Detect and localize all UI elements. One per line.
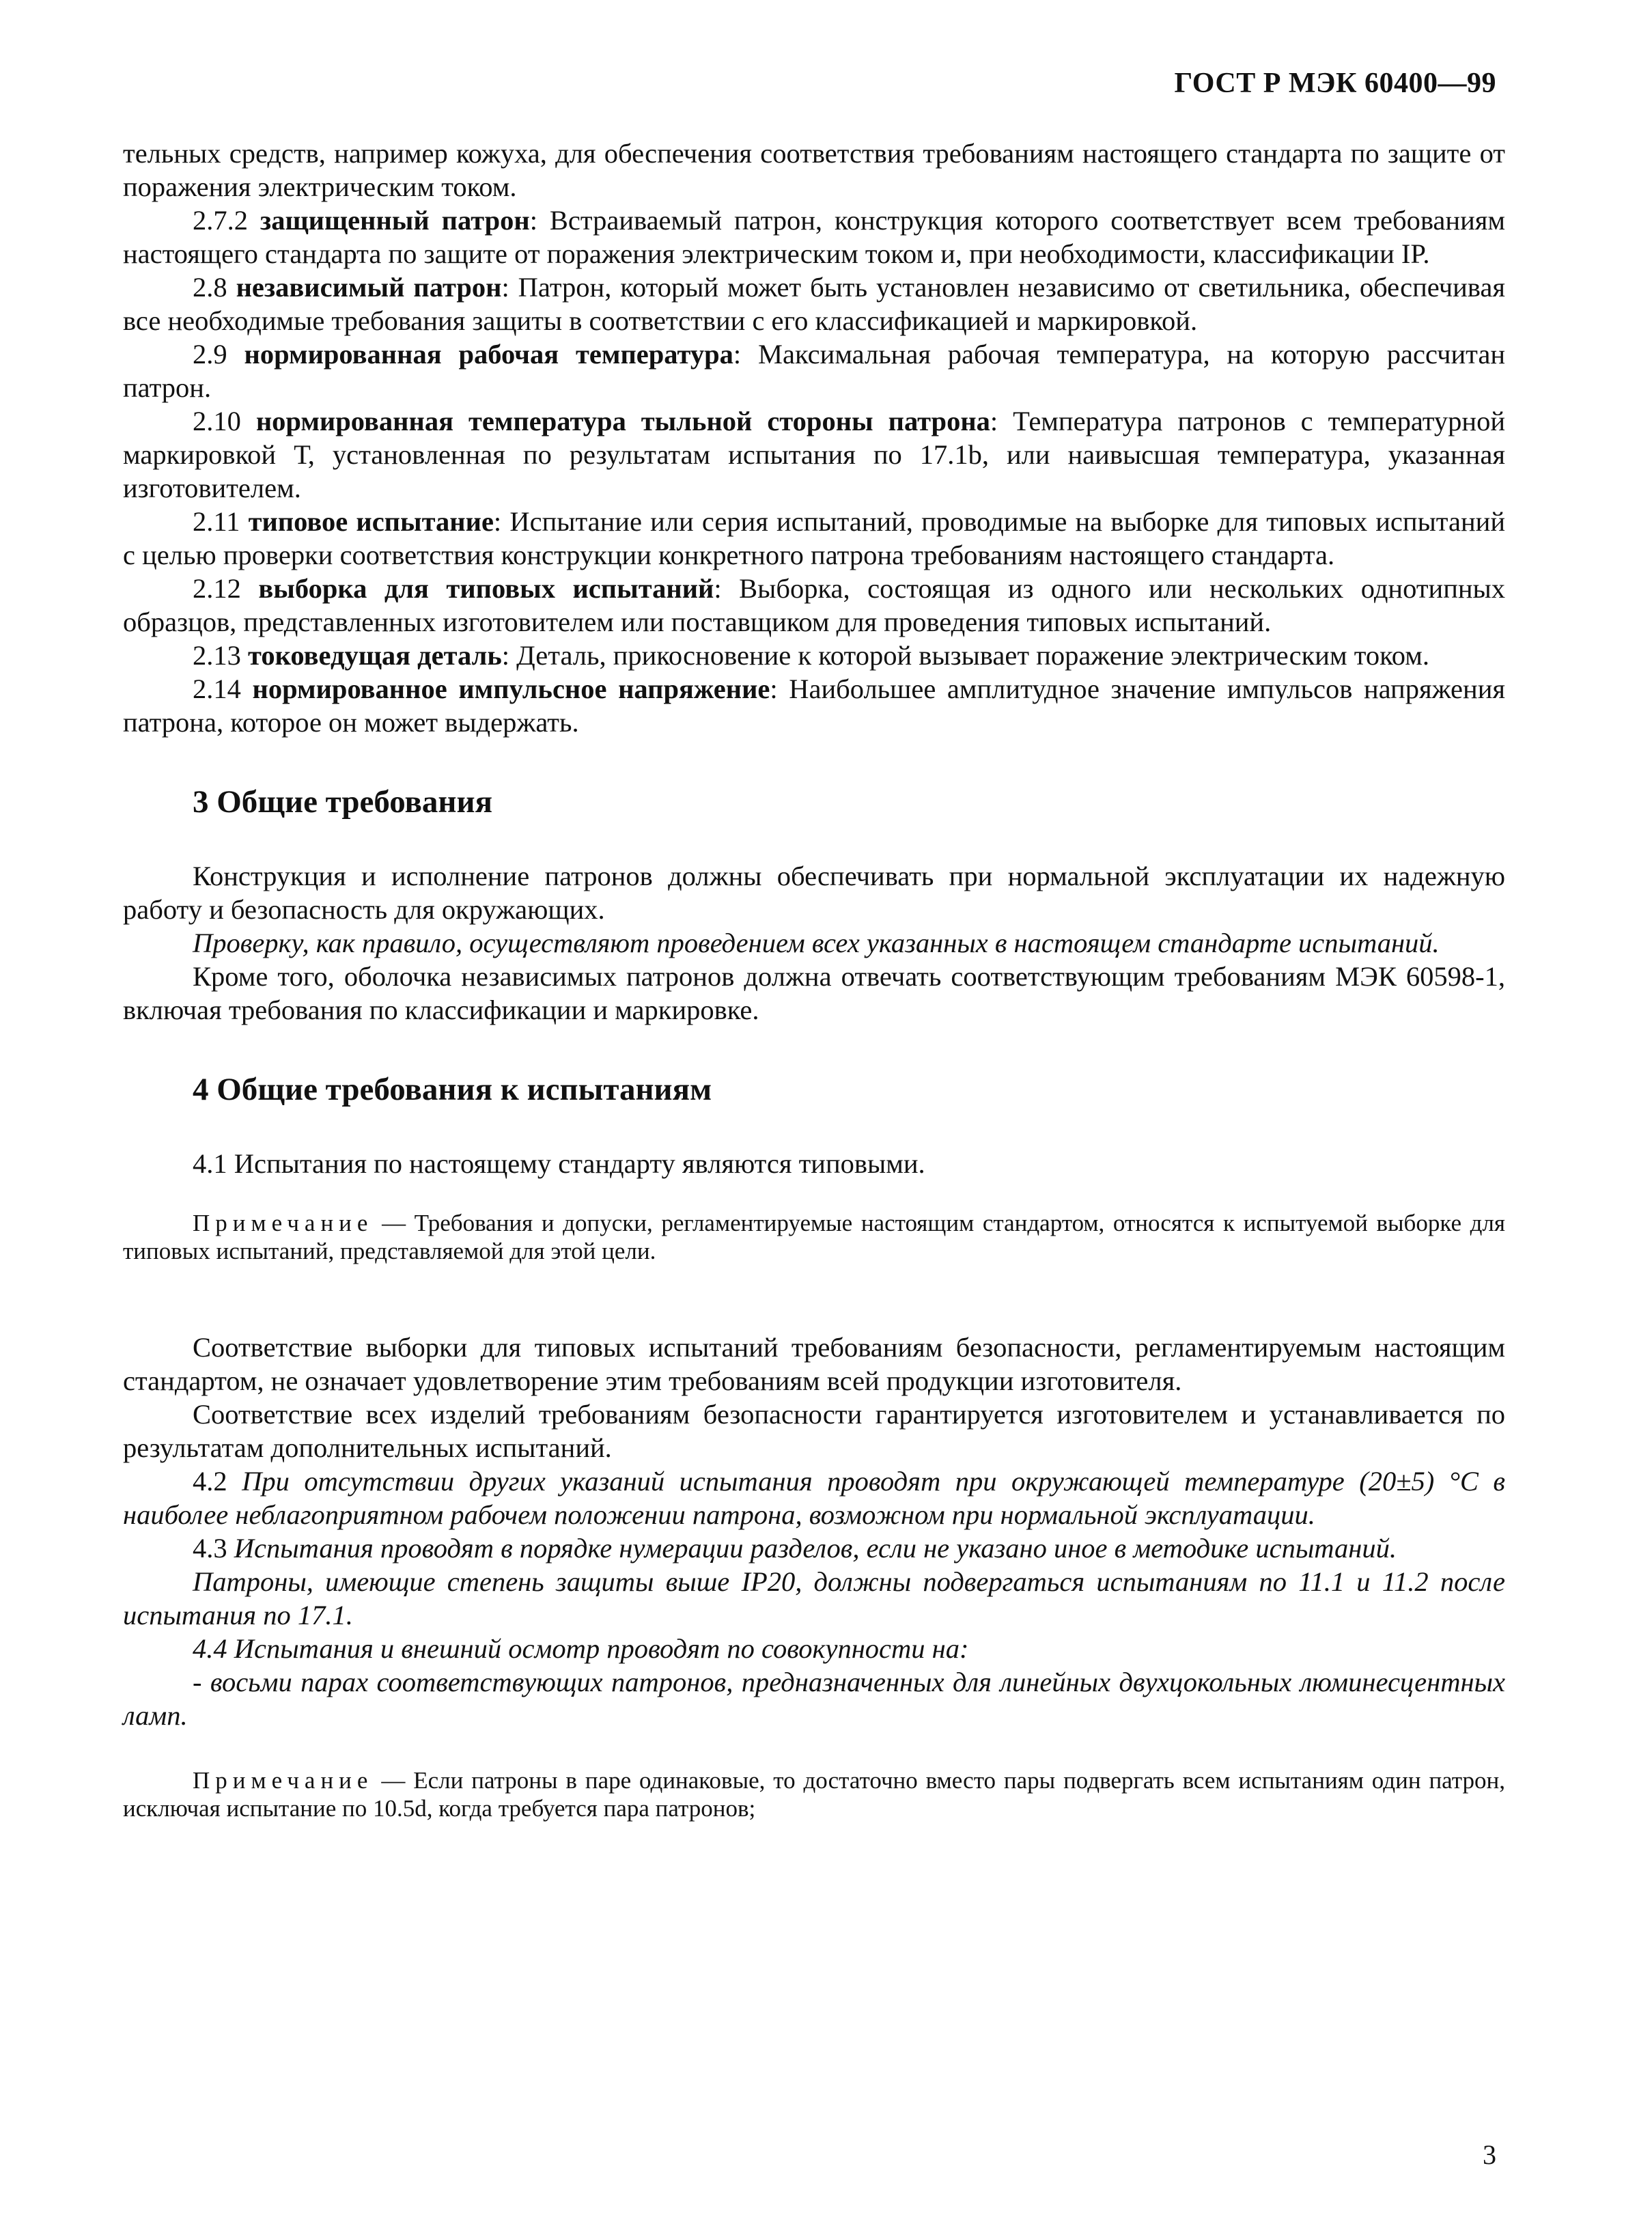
document-body <box>123 137 1505 1822</box>
definition-text: : Патрон, который может быть установлен независимо от светильника, обеспечивая все необходимые требования защиты в соответствии с его классификацией и маркировкой. <box>123 272 1505 336</box>
note-1 <box>123 1209 1505 1265</box>
conformity-paragraph-1: Соответствие выборки для типовых испытаний требованиям безопасности, регламентируемым настоящим стандартом, не означает удовлетворение этим требованиям всей продукции изготовителя. <box>123 1332 1505 1396</box>
clause-text: Испытания проводят в порядке нумерации разделов, если не указано иное в методике испытаний. <box>234 1533 1397 1564</box>
clause-4-3 <box>123 1531 1505 1565</box>
note-label: Примечание <box>193 1210 374 1236</box>
definition-2-9 <box>123 337 1505 404</box>
definition-term: защищенный патрон <box>260 205 530 236</box>
definition-2-13 <box>123 639 1505 672</box>
clause-4-2 <box>123 1464 1505 1531</box>
definition-term: нормированная рабочая температура <box>244 339 733 370</box>
definition-2-10 <box>123 404 1505 505</box>
section-3-paragraph-3: Кроме того, оболочка независимых патронов должна отвечать соответствующим требованиям МЭК 60598-1, включая требования по классификации и маркировке. <box>123 961 1505 1025</box>
intro-continuation: тельных средств, например кожуха, для обеспечения соответствия требованиям настоящего стандарта по защите от поражения электрическим током. <box>123 138 1505 202</box>
definition-text: : Испытание или серия испытаний, проводимые на выборке для типовых испытаний с целью проверки соответствия конструкции конкретного патрона требованиям настоящего стандарта. <box>123 506 1505 570</box>
clause-text: При отсутствии других указаний испытания проводят при окружающей температуре (20±5) °С в наиболее неблагоприятном рабочем положении патрона, возможном при нормальной эксплуатации. <box>123 1466 1506 1530</box>
definition-number: 2.12 <box>193 573 241 604</box>
definition-term: токоведущая деталь <box>248 640 502 671</box>
section-3-heading: 3 Общие требования <box>193 784 493 820</box>
definition-2-8 <box>123 270 1505 337</box>
clause-4-1: 4.1 Испытания по настоящему стандарту являются типовыми. <box>193 1148 925 1179</box>
definition-2-7-2 <box>123 204 1505 270</box>
clause-4-4-list-item: - восьми парах соответствующих патронов, предназначенных для линейных двухцокольных люминесцентных ламп. <box>123 1667 1505 1731</box>
definition-number: 2.11 <box>193 506 240 537</box>
note-2 <box>123 1766 1505 1822</box>
definition-text: : Выборка, состоящая из одного или нескольких однотипных образцов, представленных изготовителем или поставщиком для проведения типовых испытаний. <box>123 573 1506 637</box>
definition-number: 2.8 <box>193 272 227 303</box>
definition-text: : Наибольшее амплитудное значение импульсов напряжения патрона, которое он может выдержать. <box>123 673 1506 738</box>
clause-4-4: 4.4 Испытания и внешний осмотр проводят по совокупности на: <box>193 1633 969 1664</box>
definition-number: 2.13 <box>193 640 241 671</box>
note-text: — Если патроны в паре одинаковые, то достаточно вместо пары подвергать всем испытаниям один патрон, исключая испытание по 10.5d, когда требуется пара патронов; <box>123 1767 1505 1822</box>
definition-text: : Максимальная рабочая температура, на которую рассчитан патрон. <box>123 339 1505 403</box>
definition-2-11 <box>123 505 1505 572</box>
definition-number: 2.14 <box>193 673 241 704</box>
definition-text: : Температура патронов с температурной маркировкой Т, установленная по результатам испытания по 17.1b, или наивысшая температура, указанная изготовителем. <box>123 406 1506 503</box>
definition-text: : Деталь, прикосновение к которой вызывает поражение электрическим током. <box>501 640 1429 671</box>
definition-number: 2.7.2 <box>193 205 248 236</box>
conformity-paragraph-2: Соответствие всех изделий требованиям безопасности гарантируется изготовителем и устанавливается по результатам дополнительных испытаний. <box>123 1399 1505 1463</box>
section-4-heading: 4 Общие требования к испытаниям <box>193 1072 712 1107</box>
definition-text: : Встраиваемый патрон, конструкция которого соответствует всем требованиям настоящего стандарта по защите от поражения электрическим током и, при необходимости, классификации IP. <box>123 205 1505 269</box>
clause-number: 4.2 <box>193 1466 227 1497</box>
definition-number: 2.9 <box>193 339 227 370</box>
document-header-title: ГОСТ Р МЭК 60400—99 <box>1174 68 1496 99</box>
definition-term: независимый патрон <box>236 272 502 303</box>
definition-term: нормированная температура тыльной стороны патрона <box>255 406 990 436</box>
definition-term: нормированное импульсное напряжение <box>252 673 770 704</box>
definition-2-12 <box>123 572 1505 639</box>
definition-term: выборка для типовых испытаний <box>258 573 714 604</box>
definition-term: типовое испытание <box>248 506 494 537</box>
note-text: — Требования и допуски, регламентируемые настоящим стандартом, относятся к испытуемой выборке для типовых испытаний, представляемой для этой цели. <box>123 1210 1505 1264</box>
definition-number: 2.10 <box>193 406 241 436</box>
section-3-paragraph-2: Проверку, как правило, осуществляют проведением всех указанных в настоящем стандарте испытаний. <box>193 928 1440 958</box>
section-3-paragraph-1: Конструкция и исполнение патронов должны обеспечивать при нормальной эксплуатации их надежную работу и безопасность для окружающих. <box>123 861 1505 925</box>
clause-4-3-continuation: Патроны, имеющие степень защиты выше IP20, должны подвергаться испытаниям по 11.1 и 11.2 после испытания по 17.1. <box>123 1566 1505 1630</box>
page-number: 3 <box>1483 2139 1496 2170</box>
definition-2-14 <box>123 672 1505 739</box>
note-label: Примечание <box>193 1767 374 1794</box>
clause-number: 4.3 <box>193 1533 227 1564</box>
